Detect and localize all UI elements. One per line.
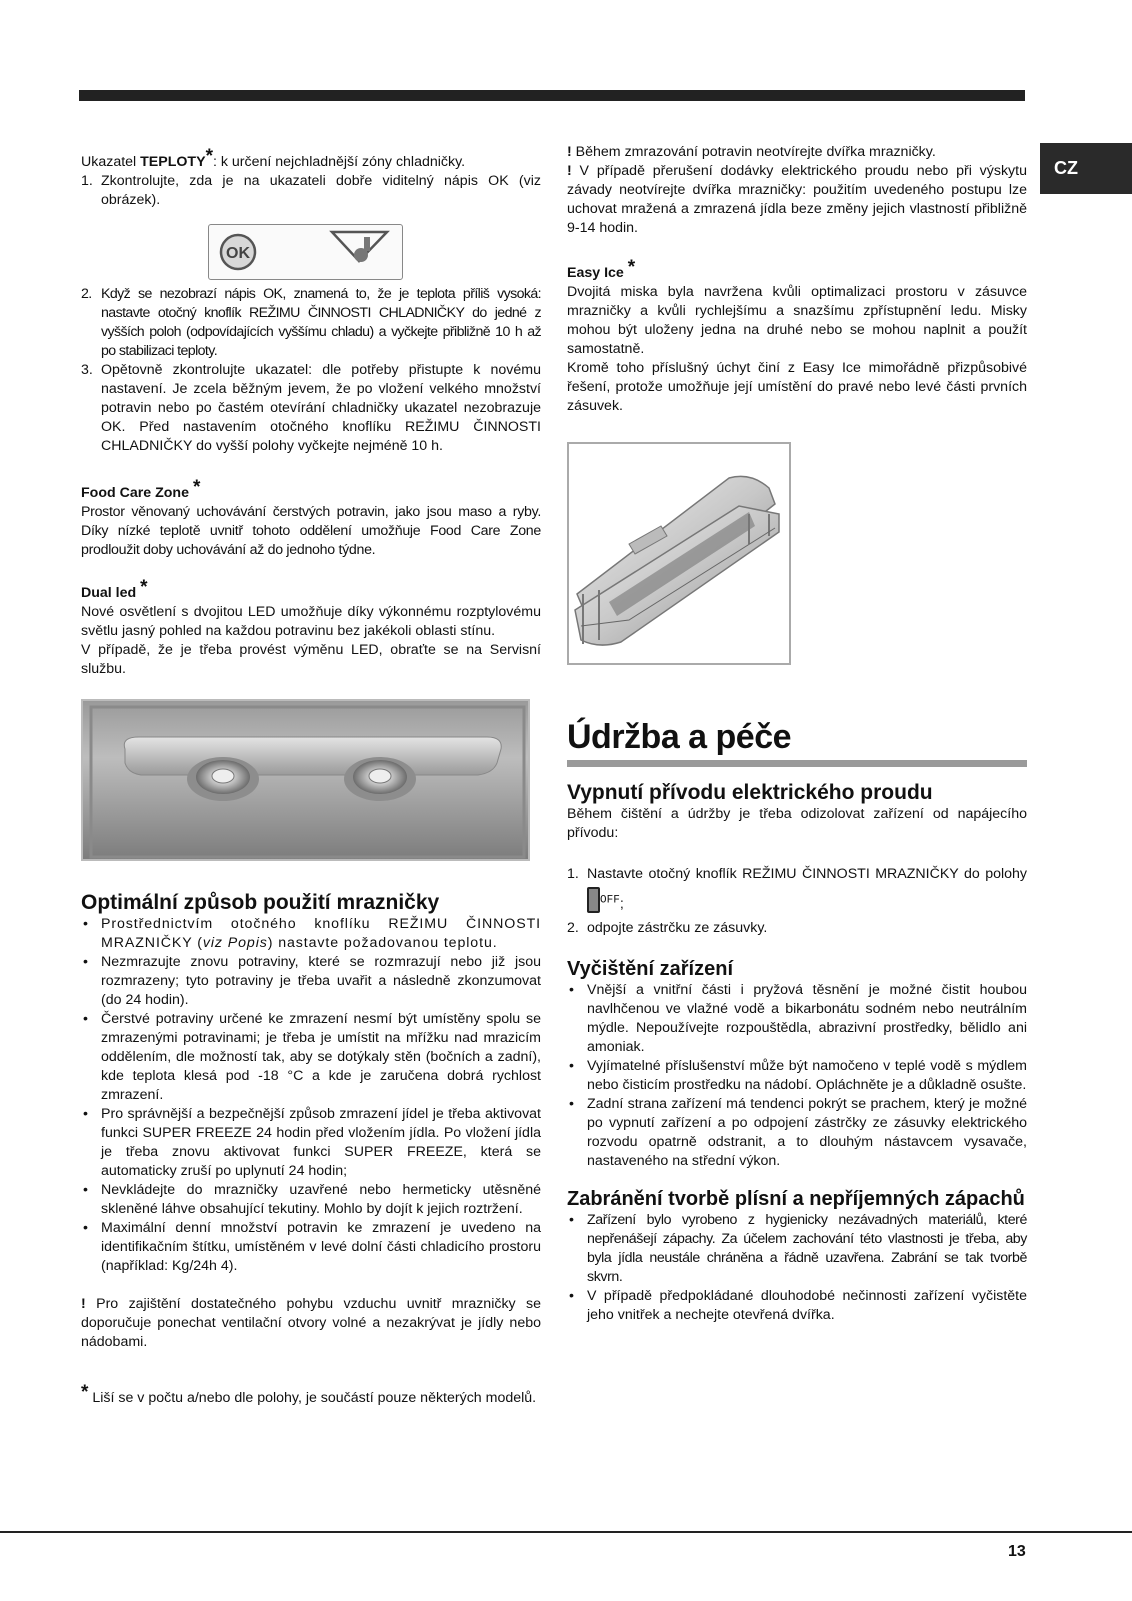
power-off-text: Během čištění a údržby je třeba odizolovat zařízení od napájecího přívodu: <box>567 806 1027 841</box>
teploty-step-2: 2. Když se nezobrazí nápis OK, znamená to, že je teplota příliš vysoká: nastavte otočný knoflík REŽIMU ČINNOSTI CHLADNIČKY do jedné z vyšších poloh (odpovídajících vyššímu chladu) a vyčkejte přibližně 10 h až po stabilizaci teploty. <box>81 286 541 359</box>
thermometer-icon <box>209 225 402 279</box>
dual-led-heading: Dual led * <box>81 577 148 601</box>
food-care-text: Prostor věnovaný uchovávání čerstvých potravin, jako jsou maso a ryby. Díky nízké teplotě uvnitř tohoto oddělení umožňuje Food Care Zone prodloužit doby uchovávání až do jednoho týdne. <box>81 504 541 558</box>
list-item: • Zadní strana zařízení má tendenci pokrýt se prachem, který je možné po vypnutí zařízení a po odpojení zástrčky ze zásuvky elektrického rozvodu opatrně odstranit, a to dlouhým nástavcem vysavače, nastaveného na střední výkon. <box>567 1095 1027 1171</box>
footnote: * Liší se v počtu a/nebo dle polohy, je součástí pouze některých modelů. <box>81 1382 537 1406</box>
list-item: • Prostřednictvím otočného knoflíku REŽIMU ČINNOSTI MRAZNIČKY (viz Popis) nastavte požadovanou teplotu. <box>81 915 541 953</box>
teploty-step-1: 1. Zkontrolujte, zda je na ukazateli dobře viditelný nápis OK (viz obrázek). <box>81 173 541 208</box>
freezer-usage-heading: Optimální způsob použití mrazničky <box>81 891 440 914</box>
dual-led-image <box>81 699 530 861</box>
list-item: • Zařízení bylo vyrobeno z hygienicky nezávadných materiálů, které nepřenášejí zápachy. Za účelem zachování této vlastnosti je třeba, aby byla jídla neustále chráněna a řádně uzavřena. Zabrání se tak tvorbě skvrn. <box>567 1211 1027 1287</box>
easy-ice-text-1: Dvojitá miska byla navržena kvůli optimalizaci prostoru v zásuvce mrazničky a kvůli rychlejšímu a snazšímu zpřístupnění ledu. Misky mohou být uloženy jedna na druhé nebo se mohou naplnit a použít samostatně. <box>567 284 1027 357</box>
right-column <box>567 143 1027 1325</box>
dual-led-text-2: V případě, že je třeba provést výměnu LED, obraťte se na Servisní službu. <box>81 642 541 677</box>
teploty-step-3: 3. Opětovně zkontrolujte ukazatel: dle potřeby přistupte k novému nastavení. Je zcela běžným jevem, že po vložení velkého množství potravin nebo po častém otevírání chladničky ukazatel nezobrazuje OK. Před nastavením otočného knoflíku REŽIMU ČINNOSTI CHLADNIČKY do vyšší polohy vyčkejte nejméně 10 h. <box>81 362 541 454</box>
power-failure-warning: ! V případě přerušení dodávky elektrického proudu nebo při výskytu závady neotvírejte dvířka mrazničky: použitím uvedeného postupu lze uchovat mražená a zmrazená jídla beze změny jejich vlastností přibližně 9-14 hodin. <box>567 163 1027 236</box>
easy-ice-text-2: Kromě toho příslušný úchyt činí z Easy Ice mimořádně přizpůsobivé řešení, protože umožňuje její umístění do pravé nebo levé části prvních zásuvek. <box>567 360 1027 414</box>
cleaning-heading: Vyčištění zařízení <box>567 958 733 980</box>
freezer-usage-list <box>81 915 541 1276</box>
mold-prevention-list <box>567 1211 1027 1325</box>
top-rule <box>79 90 1025 101</box>
ok-label: OK <box>226 245 250 262</box>
list-item: • Pro správnější a bezpečnější způsob zmrazení jídel je třeba aktivovat funkci SUPER FREEZE 24 hodin před vložením jídla. Po vložení jídla je třeba znovu aktivovat funkci SUPER FREEZE, která se automaticky zruší po uplynutí 24 hodin; <box>81 1105 541 1181</box>
list-item: • Čerstvé potraviny určené ke zmrazení nesmí být umístěny spolu se zmrazenými potravinami; je třeba je umístit na mřížku nad mrazicím oddělením, dle možností tak, aby se dotýkaly stěn (bočních a zadní), kde teplota klesá pod -18 °C a kde je zaručena dobrá rychlost zmrazení. <box>81 1010 541 1105</box>
title-underline <box>567 760 1027 767</box>
easy-ice-heading: Easy Ice * <box>567 257 636 281</box>
freezing-warning: ! Během zmrazování potravin neotvírejte dvířka mrazničky. <box>567 144 936 160</box>
list-item: • V případě předpokládané dlouhodobé nečinnosti zařízení vyčistěte jeho vnitřek a nechejte otevřená dvířka. <box>567 1287 1027 1325</box>
ok-indicator-figure <box>208 224 403 280</box>
bottom-rule <box>0 1531 1132 1533</box>
dual-led-text-1: Nové osvětlení s dvojitou LED umožňuje díky výkonnému rozptylovému světlu jasný pohled na každou potravinu bez jakékoli oblasti stínu. <box>81 604 541 639</box>
language-tab: CZ <box>1040 143 1132 194</box>
power-off-step-1: 1. Nastavte otočný knoflík REŽIMU ČINNOSTI MRAZNIČKY do polohy $^{OFF}$; <box>567 866 1027 912</box>
teploty-intro: Ukazatel TEPLOTY*: k určení nejchladnější zóny chladničky. <box>81 146 466 170</box>
power-off-step-2: 2. odpojte zástrčku ze zásuvky. <box>567 920 768 936</box>
list-item: • Vyjímatelné příslušenství může být namočeno v teplé vodě s mýdlem nebo čisticím prostředku na nádobí. Opláchněte je a důkladně osušte. <box>567 1057 1027 1095</box>
mold-prevention-heading: Zabránění tvorbě plísní a nepříjemných zápachů <box>567 1188 1025 1210</box>
food-care-heading: Food Care Zone * <box>81 477 201 501</box>
knob-off-icon <box>587 887 600 913</box>
off-label: OFF <box>600 894 620 907</box>
power-off-heading: Vypnutí přívodu elektrického proudu <box>567 781 933 804</box>
list-item: • Maximální denní množství potravin ke zmrazení je uvedeno na identifikačním štítku, umístěném v levé dolní části chladicího prostoru (například: Kg/24h 4). <box>81 1219 541 1276</box>
list-item: • Nezmrazujte znovu potraviny, které se rozmrazují nebo již jsou rozmrazeny; tyto potraviny je třeba uvařit a následně zkonzumovat (do 24 hodin). <box>81 953 541 1010</box>
list-item: • Nevkládejte do mrazničky uzavřené nebo hermeticky utěsněné skleněné láhve obsahující tekutiny. Mohlo by dojít k jejich roztržení. <box>81 1181 541 1219</box>
easy-ice-image <box>567 442 791 665</box>
air-circulation-note: ! Pro zajištění dostatečného pohybu vzduchu uvnitř mrazničky se doporučuje ponechat ventilační otvory volné a nezakrývat je jídly nebo nádobami. <box>81 1296 541 1350</box>
maintenance-title: Údržba a péče <box>567 718 792 756</box>
list-item: • Vnější a vnitřní části i pryžová těsnění je možné čistit houbou navlhčenou ve vlažné vodě a bikarbonátu sodném nebo neutrálním mýdle. Nepoužívejte rozpouštědla, abrazivní prostředky, bělidlo ani amoniak. <box>567 981 1027 1057</box>
left-column <box>81 147 541 1409</box>
cleaning-list <box>567 981 1027 1171</box>
asterisk: * <box>205 146 213 167</box>
page-number: 13 <box>1008 1543 1026 1560</box>
